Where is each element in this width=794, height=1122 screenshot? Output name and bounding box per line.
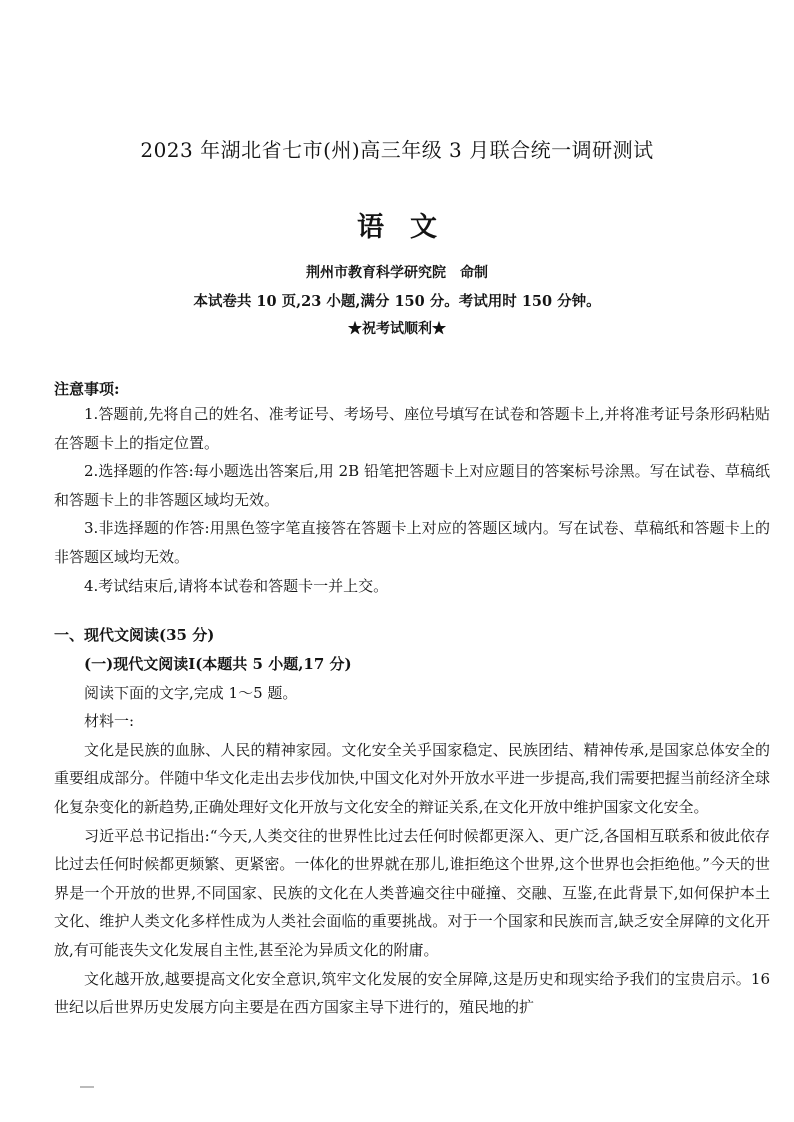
subsection-heading: (一)现代文阅读Ⅰ(本题共 5 小题,17 分) <box>84 655 352 673</box>
reading-instruction: 阅读下面的文字,完成 1～5 题。 <box>84 683 298 702</box>
paper-info: 本试卷共 10 页,23 小题,满分 150 分。考试用时 150 分钟。 <box>193 293 601 310</box>
reading-passage <box>54 650 770 1022</box>
notice-item-2: 2.选择题的作答:每小题选出答案后,用 2B 铅笔把答题卡上对应题目的答案标号涂黑。写在试卷、草稿纸和答题卡上的非答题区域均无效。 <box>54 462 770 509</box>
material-label: 材料一: <box>84 712 135 731</box>
subject-title: 语文 <box>357 212 463 243</box>
footer-mark <box>80 1086 94 1088</box>
passage-paragraph-1: 文化是民族的血脉、人民的精神家园。文化安全关乎国家稳定、民族团结、精神传承,是国家总体安全的重要组成部分。伴随中华文化走出去步伐加快,中国文化对外开放水平进一步提高,我们需要把握当前经济全球化复杂变化的新趋势,正确处理好文化开放与文化安全的辩证关系,在文化开放中维护国家文化安全。 <box>54 740 770 816</box>
section-heading: 一、现代文阅读(35 分) <box>54 626 215 644</box>
good-luck-line: ★祝考试顺利★ <box>348 321 446 337</box>
exam-title: 2023 年湖北省七市(州)高三年级 3 月联合统一调研测试 <box>140 138 654 162</box>
notice-item-1: 1.答题前,先将自己的姓名、准考证号、考场号、座位号填写在试卷和答题卡上,并将准考证号条形码粘贴在答题卡上的指定位置。 <box>54 405 770 452</box>
passage-paragraph-2: 习近平总书记指出:“今天,人类交往的世界性比过去任何时候都更深入、更广泛,各国相互联系和彼此依存比过去任何时候都更频繁、更紧密。一体化的世界就在那儿,谁拒绝这个世界,这个世界也会拒绝他。”今天的世界是一个开放的世界,不同国家、民族的文化在人类普遍交往中碰撞、交融、互鉴,在此背景下,如何保护本土文化、维护人类文化多样性成为人类社会面临的重要挑战。对于一个国家和民族而言,缺乏安全屏障的文化开放,有可能丧失文化发展自主性,甚至沦为异质文化的附庸。 <box>54 826 770 959</box>
passage-paragraph-3: 文化越开放,越要提高文化安全意识,筑牢文化发展的安全屏障,这是历史和现实给予我们的宝贵启示。16 世纪以后世界历史发展方向主要是在西方国家主导下进行的，殖民地的扩 <box>54 969 770 1017</box>
compiler-line: 荆州市教育科学研究院 命制 <box>306 265 488 281</box>
notice-list <box>54 400 770 600</box>
notice-heading: 注意事项: <box>54 380 120 398</box>
notice-item-4: 4.考试结束后,请将本试卷和答题卡一并上交。 <box>84 576 389 595</box>
notice-item-3: 3.非选择题的作答:用黑色签字笔直接答在答题卡上对应的答题区域内。写在试卷、草稿纸和答题卡上的非答题区域均无效。 <box>54 519 770 566</box>
